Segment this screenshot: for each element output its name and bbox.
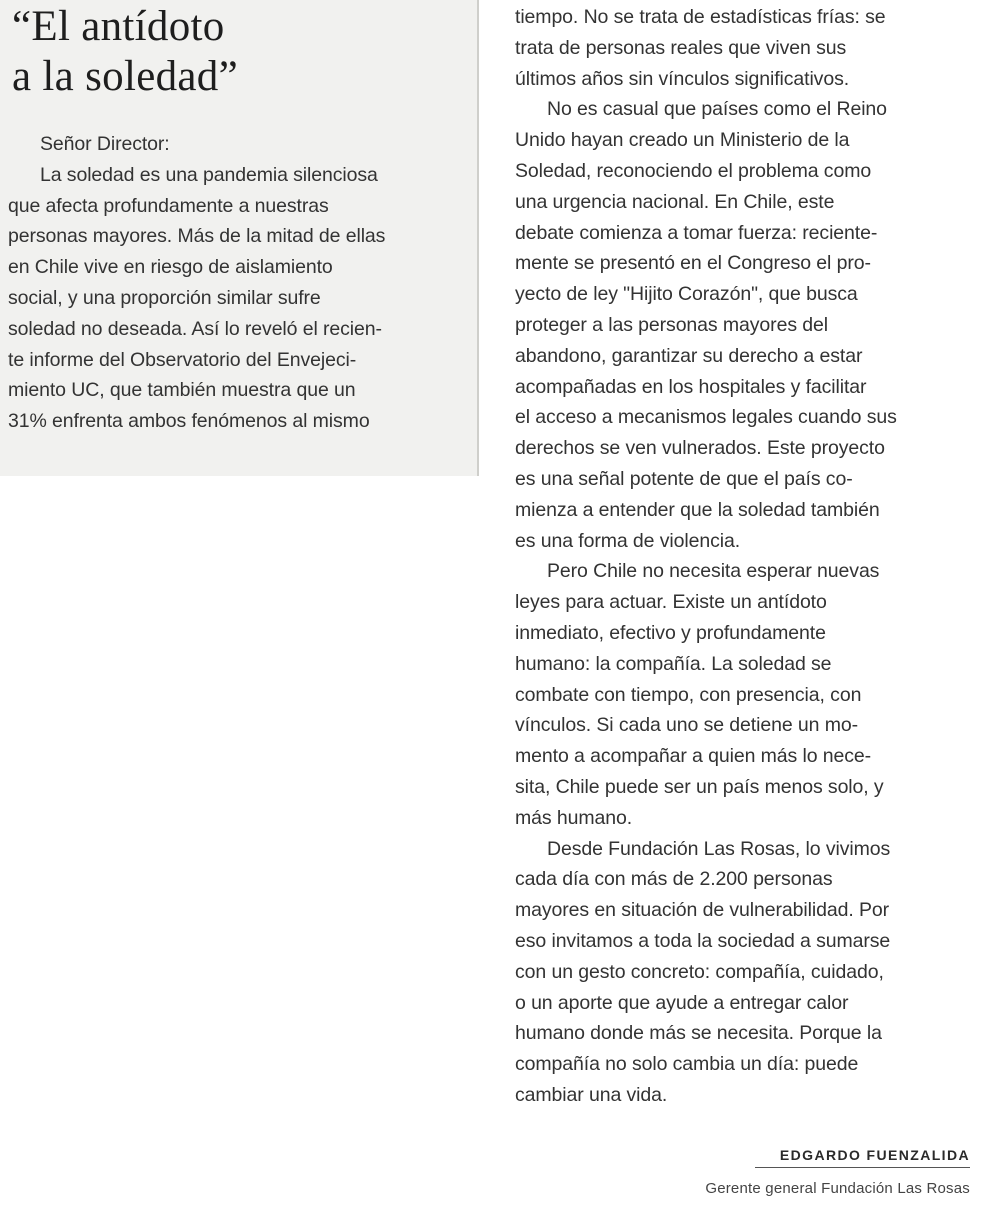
text-line: humano donde más se necesita. Porque la — [515, 1022, 882, 1045]
paragraph-start: No es casual que países como el Reino — [547, 98, 887, 121]
text-line: cada día con más de 2.200 personas — [515, 868, 833, 891]
letter-headline — [12, 2, 238, 102]
text-line: debate comienza a tomar fuerza: reciente- — [515, 221, 878, 244]
text-line: Unido hayan creado un Ministerio de la — [515, 129, 850, 152]
text-line: más humano. — [515, 806, 633, 829]
text-line: leyes para actuar. Existe un antídoto — [515, 591, 827, 614]
text-line: sita, Chile puede ser un país menos solo, y — [515, 775, 884, 798]
text-line: mienza a entender que la soledad también — [515, 498, 880, 521]
text-line: humano: la compañía. La soledad se — [515, 652, 832, 675]
text-line: con un gesto concreto: compañía, cuidado, — [515, 960, 884, 983]
letter-column-left — [8, 129, 470, 437]
text-line: Soledad, reconociendo el problema como — [515, 159, 872, 182]
text-line: últimos años sin vínculos significativos. — [515, 67, 850, 90]
headline-line-1: “El antídoto — [12, 3, 225, 50]
text-line: o un aporte que ayude a entregar calor — [515, 991, 849, 1014]
text-line: mayores en situación de vulnerabilidad. Por — [515, 899, 889, 922]
text-line: proteger a las personas mayores del — [515, 313, 829, 336]
text-line: el acceso a mecanismos legales cuando sus — [515, 406, 897, 429]
text-line: eso invitamos a toda la sociedad a sumarse — [515, 929, 891, 952]
text-line: cambiar una vida. — [515, 1083, 668, 1106]
text-line: inmediato, efectivo y profundamente — [515, 621, 826, 644]
text-line: en Chile vive en riesgo de aislamiento — [8, 256, 333, 279]
text-line: tiempo. No se trata de estadísticas frías: se — [515, 6, 886, 28]
text-line: personas mayores. Más de la mitad de ellas — [8, 225, 386, 248]
text-line: combate con tiempo, con presencia, con — [515, 683, 862, 706]
salutation: Señor Director: — [40, 133, 170, 155]
paragraph-start: Desde Fundación Las Rosas, lo vivimos — [547, 837, 891, 860]
text-line: social, y una proporción similar sufre — [8, 286, 321, 309]
text-line: mente se presentó en el Congreso el pro- — [515, 252, 871, 275]
paragraph-start: Pero Chile no necesita esperar nuevas — [547, 560, 880, 583]
headline-line-2: a la soledad” — [12, 53, 238, 100]
text-line: una urgencia nacional. En Chile, este — [515, 190, 835, 213]
text-line: trata de personas reales que viven sus — [515, 36, 847, 59]
text-line: miento UC, que también muestra que un — [8, 379, 356, 402]
text-line: mento a acompañar a quien más lo nece- — [515, 745, 872, 768]
text-line: derechos se ven vulnerados. Este proyecto — [515, 437, 885, 460]
text-line: soledad no deseada. Así lo reveló el recien- — [8, 317, 382, 340]
text-line: es una forma de violencia. — [515, 529, 741, 552]
text-line: 31% enfrenta ambos fenómenos al mismo — [8, 410, 370, 433]
letter-column-right — [515, 2, 970, 1111]
text-line: que afecta profundamente a nuestras — [8, 194, 329, 217]
text-line: yecto de ley "Hijito Corazón", que busca — [515, 283, 858, 306]
text-line: te informe del Observatorio del Envejeci- — [8, 348, 357, 371]
signature-title: Gerente general Fundación Las Rosas — [705, 1180, 970, 1197]
text-line: vínculos. Si cada uno se detiene un mo- — [515, 714, 858, 737]
text-line: acompañadas en los hospitales y facilitar — [515, 375, 867, 398]
signature-name: EDGARDO FUENZALIDA — [755, 1147, 970, 1168]
text-line: abandono, garantizar su derecho a estar — [515, 344, 863, 367]
text-line: compañía no solo cambia un día: puede — [515, 1053, 859, 1076]
text-line: es una señal potente de que el país co- — [515, 467, 853, 490]
text-line: La soledad es una pandemia silenciosa — [40, 163, 378, 186]
